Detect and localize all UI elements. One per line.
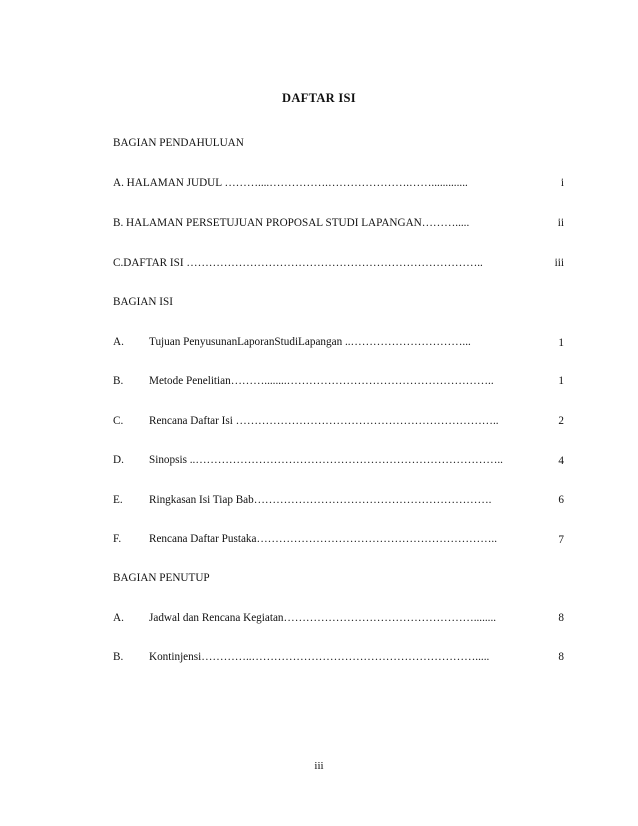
toc-entry-letter: D. [113, 454, 124, 466]
toc-entry-kontinjensi: Kontinjensi…………..……………………………………………………..... [149, 651, 490, 663]
toc-entry-daftar-pustaka: Rencana Daftar Pustaka……………………………………………………….. [149, 533, 498, 545]
toc-entry-halaman-persetujuan: B. HALAMAN PERSETUJUAN PROPOSAL STUDI LAPANGAN………..... [113, 217, 470, 229]
toc-page-number: 1 [558, 375, 564, 387]
toc-page-number: 2 [558, 415, 564, 427]
toc-entry-letter: C. [113, 415, 124, 427]
page-title: DAFTAR ISI [282, 91, 356, 105]
toc-entry-letter: F. [113, 533, 122, 545]
toc-entry-letter: A. [113, 336, 124, 348]
toc-page-number: iii [554, 257, 564, 269]
toc-entry-ringkasan: Ringkasan Isi Tiap Bab………………………………………………………. [149, 494, 492, 506]
toc-page-number: ii [557, 217, 564, 229]
toc-entry-letter: A. [113, 612, 124, 624]
toc-page-number: 8 [558, 651, 564, 663]
section-heading-pendahuluan: BAGIAN PENDAHULUAN [113, 137, 244, 149]
toc-entry-metode: Metode Penelitian………........……………………………………………….. [149, 375, 494, 387]
toc-page-number: 4 [558, 455, 564, 467]
toc-entry-letter: E. [113, 494, 123, 506]
toc-page-number: 7 [558, 534, 564, 546]
toc-page-number: i [560, 177, 564, 189]
toc-entry-jadwal: Jadwal dan Rencana Kegiatan……………………………………………........ [149, 612, 497, 624]
toc-entry-halaman-judul: A. HALAMAN JUDUL ………....…………….………………….……............. [113, 177, 468, 189]
toc-entry-rencana-daftar-isi: Rencana Daftar Isi …………………………………………………………….. [149, 415, 499, 427]
toc-entry-sinopsis: Sinopsis ..……………………………………………………………………….. [149, 454, 503, 466]
toc-page-number: 8 [558, 612, 564, 624]
toc-page-number: 6 [558, 494, 564, 506]
section-heading-isi: BAGIAN ISI [113, 296, 173, 308]
toc-entry-letter: B. [113, 375, 124, 387]
toc-entry-tujuan: Tujuan PenyusunanLaporanStudiLapangan ..…………………………... [149, 336, 471, 348]
toc-page-number: 1 [558, 337, 564, 349]
toc-entry-letter: B. [113, 651, 124, 663]
toc-entry-daftar-isi: C.DAFTAR ISI …………………………………………………………………….. [113, 257, 483, 269]
section-heading-penutup: BAGIAN PENUTUP [113, 572, 210, 584]
footer-page-number: iii [314, 760, 324, 772]
